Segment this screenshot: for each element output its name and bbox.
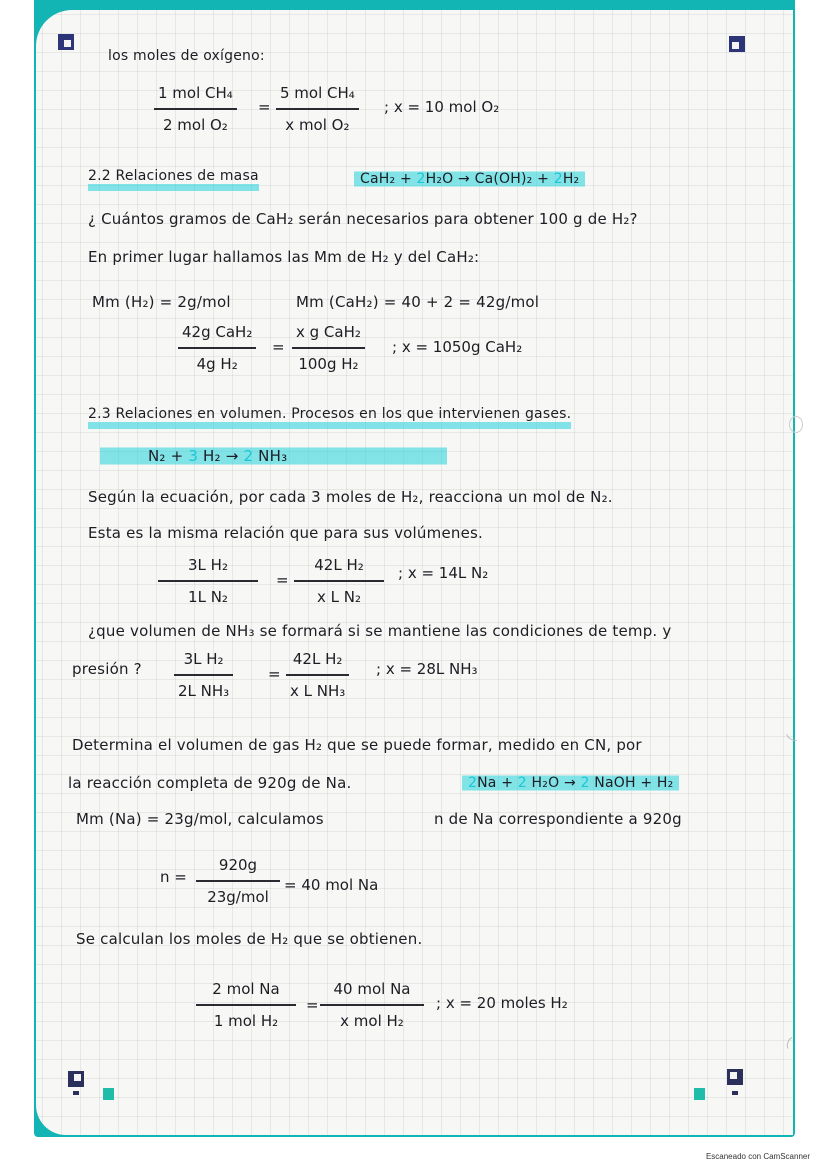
question-text: ¿que volumen de NH₃ se formará si se mantiene las condiciones de temp. y [88,622,672,640]
question-text: ¿ Cuántos gramos de CaH₂ serán necesarios para obtener 100 g de H₂? [88,210,638,228]
body-text: Se calculan los moles de H₂ que se obtienen. [76,930,423,948]
fraction-left: 1 mol CH₄ 2 mol O₂ [154,84,237,134]
problem-text: Determina el volumen de gas H₂ que se puede formar, medido en CN, por [72,736,642,754]
section-title-2-3: 2.3 Relaciones en volumen. Procesos en los que intervienen gases. [88,406,571,429]
body-text: Esta es la misma relación que para sus volúmenes. [88,524,483,542]
corner-mark-top-left-icon [58,34,74,50]
fraction-left: 3L H₂ 2L NH₃ [174,650,233,700]
binder-hole-icon [785,1034,804,1055]
n-prefix: n = [160,868,187,886]
equals-sign: = [306,996,319,1014]
molar-mass-cah2: Mm (CaH₂) = 40 + 2 = 42g/mol [296,293,540,311]
reaction-equation-cah2: CaH₂ + 2H₂O → Ca(OH)₂ + 2H₂ [354,170,585,188]
equals-sign: = [272,338,285,356]
equals-sign: = [276,571,289,589]
fraction-right: x g CaH₂ 100g H₂ [292,323,365,373]
equals-sign: = [258,98,271,116]
section-title-2-2: 2.2 Relaciones de masa [88,168,259,191]
fraction-n: 920g 23g/mol [196,856,280,906]
reaction-equation-nh3: N₂ + 3 H₂ → 2 NH₃ [100,446,447,466]
corner-mark-top-right-icon [729,36,745,52]
fraction-right: 42L H₂ x L N₂ [294,556,384,606]
body-text: En primer lugar hallamos las Mm de H₂ y del CaH₂: [88,248,480,266]
scanner-watermark: Escaneado con CamScanner [705,1152,810,1161]
fraction-right: 5 mol CH₄ x mol O₂ [276,84,359,134]
molar-mass-h2: Mm (H₂) = 2g/mol [92,293,231,311]
notebook-page-frame [34,0,795,1137]
question-text: presión ? [72,660,142,678]
equation-result: = 40 mol Na [284,876,379,894]
intro-text: los moles de oxígeno: [108,48,265,64]
equals-sign: = [268,665,281,683]
corner-mark-bottom-right-icon [727,1069,743,1085]
teal-square-icon [103,1088,114,1100]
equation-result: ; x = 14L N₂ [398,564,489,582]
teal-square-icon [694,1088,705,1100]
fraction-right: 42L H₂ x L NH₃ [286,650,349,700]
fraction-right: 40 mol Na x mol H₂ [320,980,424,1030]
reaction-equation-naoh: 2Na + 2 H₂O → 2 NaOH + H₂ [462,774,679,792]
equation-result: ; x = 10 mol O₂ [384,98,500,116]
binder-hole-icon [783,723,805,744]
equation-result: ; x = 1050g CaH₂ [392,338,523,356]
corner-mark-bottom-left-icon [68,1071,84,1087]
problem-text: la reacción completa de 920g de Na. [68,774,352,792]
binder-hole-icon [789,416,803,433]
fraction-left: 42g CaH₂ 4g H₂ [178,323,256,373]
grid-paper [36,10,793,1135]
molar-mass-na: Mm (Na) = 23g/mol, calculamos [76,810,324,828]
small-mark-icon [732,1091,738,1095]
body-text: n de Na correspondiente a 920g [434,810,682,828]
fraction-left: 3L H₂ 1L N₂ [158,556,258,606]
body-text: Según la ecuación, por cada 3 moles de H₂, reacciona un mol de N₂. [88,488,613,506]
fraction-left: 2 mol Na 1 mol H₂ [196,980,296,1030]
small-mark-icon [73,1091,79,1095]
equation-result: ; x = 20 moles H₂ [436,994,568,1012]
equation-result: ; x = 28L NH₃ [376,660,478,678]
